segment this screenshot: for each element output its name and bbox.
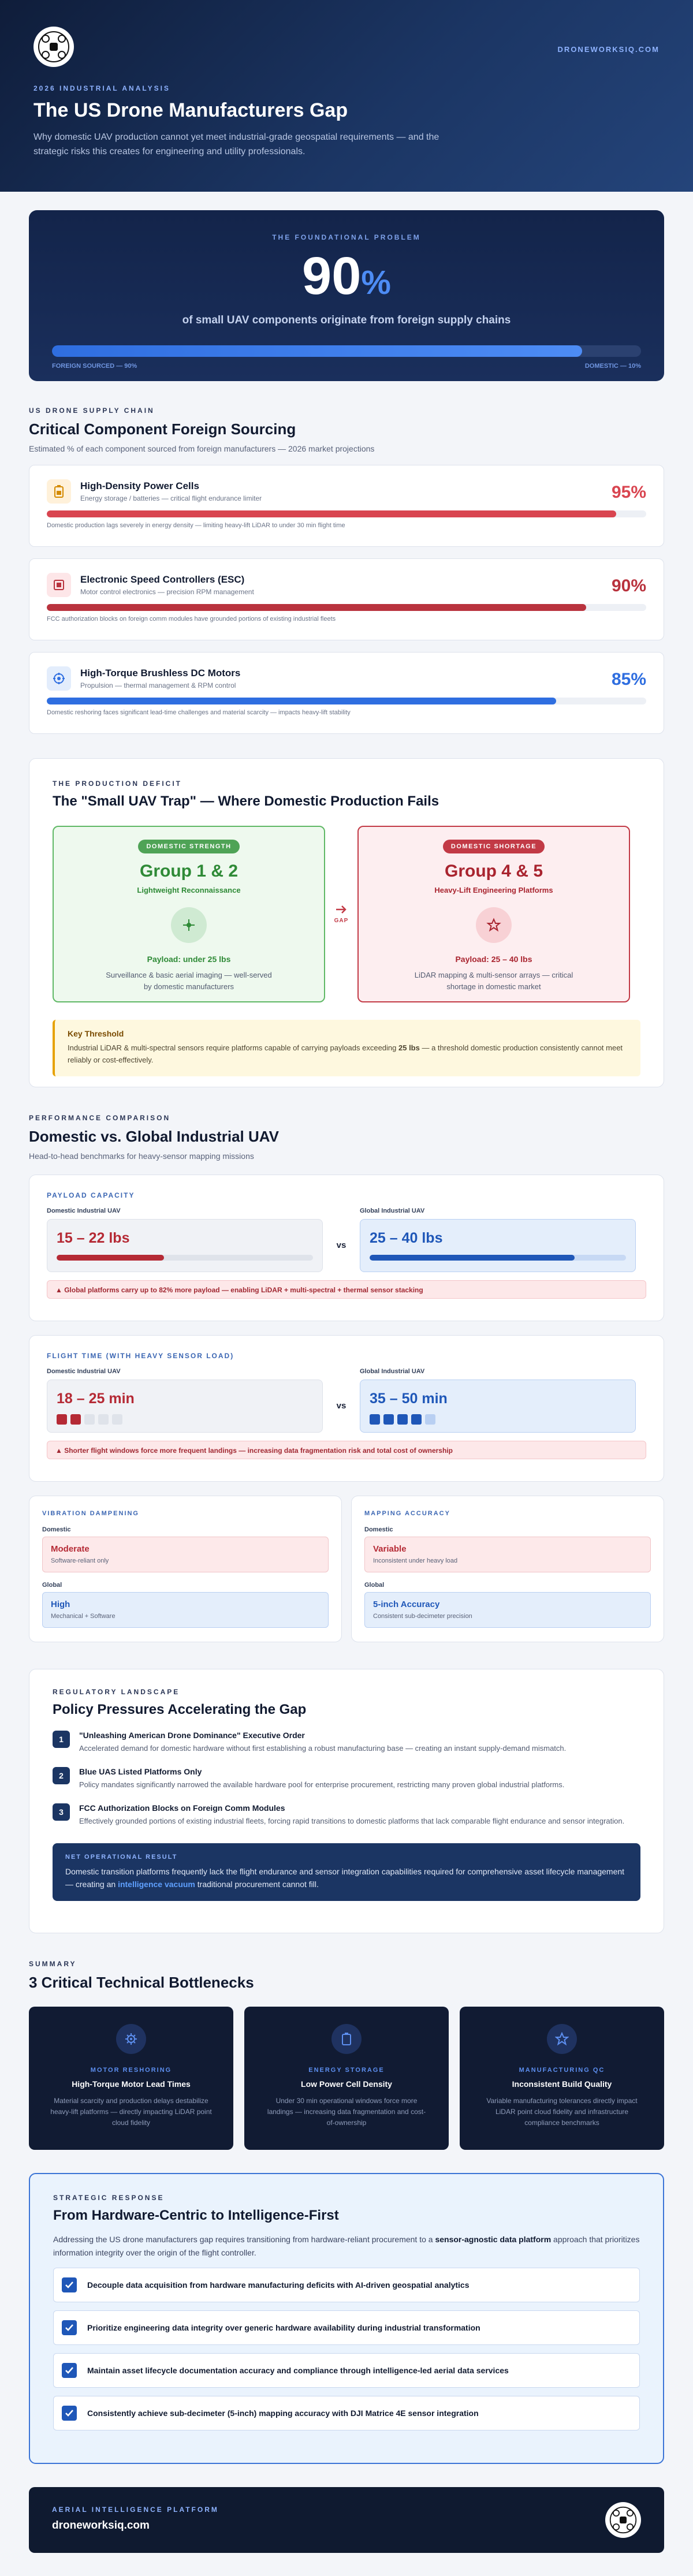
domestic-head: Domestic Industrial UAV bbox=[47, 1207, 121, 1214]
checklist-text: Consistently achieve sub-decimeter (5-inch) mapping accuracy with DJI Matrice 4E sensor integration bbox=[87, 2409, 479, 2418]
stat-legend bbox=[52, 363, 641, 370]
section-title: 3 Critical Technical Bottlenecks bbox=[29, 1974, 254, 1991]
section-title: From Hardware-Centric to Intelligence-First bbox=[53, 2208, 339, 2223]
global-accuracy-note: Consistent sub-decimeter precision bbox=[373, 1613, 472, 1620]
key-threshold-callout bbox=[53, 1020, 640, 1076]
domestic-payload-fill bbox=[57, 1255, 164, 1261]
global-flight-dots bbox=[370, 1414, 626, 1425]
stat-value: 90 bbox=[302, 247, 362, 305]
domestic-strength-card bbox=[53, 826, 325, 1002]
card-label: PAYLOAD CAPACITY bbox=[47, 1191, 135, 1199]
checkmark-icon bbox=[62, 2406, 77, 2421]
bottleneck-label: ENERGY STORAGE bbox=[308, 2067, 385, 2074]
vs-label: vs bbox=[336, 1401, 346, 1411]
component-desc: Propulsion — thermal management & RPM control bbox=[80, 681, 236, 689]
strategy-text-c: approach that prioritizes information integrity over the origin of the flight controller. bbox=[53, 2235, 640, 2257]
chip-icon bbox=[47, 573, 71, 597]
section-title: Policy Pressures Accelerating the Gap bbox=[53, 1702, 307, 1717]
footer-label: AERIAL INTELLIGENCE PLATFORM bbox=[52, 2506, 219, 2514]
foreign-share-fill bbox=[52, 345, 582, 357]
hero-eyebrow: 2026 INDUSTRIAL ANALYSIS bbox=[33, 84, 170, 92]
threshold-emphasis: 25 lbs bbox=[398, 1043, 420, 1052]
battery-icon bbox=[331, 2024, 362, 2054]
threshold-text bbox=[68, 1042, 628, 1066]
domestic-payload-bar bbox=[57, 1255, 313, 1261]
bottleneck-card bbox=[460, 2007, 664, 2150]
vs-label: vs bbox=[336, 1240, 346, 1250]
domestic-accuracy-value: Variable bbox=[373, 1544, 407, 1554]
flight-time-dot bbox=[370, 1414, 380, 1425]
policy-title: "Unleashing American Drone Dominance" Executive Order bbox=[79, 1731, 305, 1740]
hero-header bbox=[0, 0, 693, 192]
stat-eyebrow: THE FOUNDATIONAL PROBLEM bbox=[272, 233, 421, 241]
domestic-accuracy-note: Inconsistent under heavy load bbox=[373, 1557, 458, 1564]
global-vibration-box bbox=[42, 1592, 329, 1628]
component-name: High-Torque Brushless DC Motors bbox=[80, 668, 241, 679]
checklist-text: Decouple data acquisition from hardware manufacturing deficits with AI-driven geospatial analytics bbox=[87, 2280, 470, 2290]
global-vibration-value: High bbox=[51, 1600, 70, 1609]
net-text-a: Domestic transition platforms frequently lack the flight endurance and sensor integration capabilities required for comprehensive asset lifecycle management — creating an bbox=[65, 1867, 625, 1889]
component-card bbox=[29, 652, 664, 734]
domestic-key: Domestic bbox=[42, 1526, 71, 1533]
site-link[interactable]: DRONEWORKSIQ.COM bbox=[557, 45, 660, 54]
bottleneck-title: Inconsistent Build Quality bbox=[512, 2079, 612, 2089]
section-title: Domestic vs. Global Industrial UAV bbox=[29, 1128, 279, 1145]
policy-desc: Policy mandates significantly narrowed the available hardware pool for enterprise procurement, restricting many proven global industrial platforms. bbox=[79, 1780, 565, 1789]
bottleneck-card bbox=[29, 2007, 233, 2150]
global-key: Global bbox=[364, 1582, 385, 1589]
net-result-callout bbox=[53, 1843, 640, 1901]
flight-warning: ▲ Shorter flight windows force more frequent landings — increasing data fragmentation risk and total cost of ownership bbox=[47, 1441, 646, 1459]
policy-title: Blue UAS Listed Platforms Only bbox=[79, 1767, 202, 1776]
strategy-text-a: Addressing the US drone manufacturers gap requires transitioning from hardware-reliant procurement to a bbox=[53, 2235, 435, 2244]
component-percent: 90% bbox=[611, 576, 646, 595]
foreign-label: FOREIGN SOURCED — 90% bbox=[52, 363, 137, 370]
component-percent: 85% bbox=[611, 670, 646, 689]
shortage-pill: DOMESTIC SHORTAGE bbox=[443, 840, 545, 853]
drone-icon bbox=[171, 907, 207, 943]
brand-logo[interactable] bbox=[33, 27, 74, 67]
bottleneck-desc: Variable manufacturing tolerances directly impact LiDAR point cloud fidelity and infrastructure compliance benchmarks bbox=[486, 2097, 638, 2127]
motor-icon bbox=[47, 666, 71, 691]
flight-time-dot bbox=[397, 1414, 408, 1425]
global-flight-value: 35 – 50 min bbox=[370, 1390, 448, 1407]
foundational-stat-card bbox=[29, 210, 664, 381]
gear-icon bbox=[116, 2024, 146, 2054]
policy-item bbox=[53, 1731, 640, 1754]
page-subtitle: Why domestic UAV production cannot yet meet industrial-grade geospatial requirements — and the strategic risks this creates for engineering and utility professionals. bbox=[33, 132, 439, 156]
section-subtitle: Head-to-head benchmarks for heavy-sensor mapping missions bbox=[29, 1151, 254, 1161]
policy-number: 3 bbox=[53, 1803, 70, 1821]
group-desc: LiDAR mapping & multi-sensor arrays — critical shortage in domestic market bbox=[414, 971, 573, 991]
gap-label: GAP bbox=[334, 918, 349, 924]
bottleneck-card bbox=[244, 2007, 449, 2150]
global-head: Global Industrial UAV bbox=[360, 1207, 425, 1214]
bottleneck-desc: Under 30 min operational windows force more landings — increasing data fragmentation and cost-of-ownership bbox=[267, 2097, 426, 2127]
bottleneck-label: MANUFACTURING QC bbox=[519, 2067, 605, 2074]
strength-pill: DOMESTIC STRENGTH bbox=[138, 840, 239, 853]
gap-indicator bbox=[325, 904, 357, 924]
component-desc: Motor control electronics — precision RPM management bbox=[80, 588, 254, 596]
group-title: Group 1 & 2 bbox=[139, 862, 239, 881]
flight-time-dot bbox=[411, 1414, 422, 1425]
domestic-payload-value: 15 – 22 lbs bbox=[57, 1230, 130, 1246]
threshold-text-c: — a threshold domestic production consistently cannot meet reliably or cost-effectively. bbox=[68, 1043, 623, 1064]
bottleneck-title: High-Torque Motor Lead Times bbox=[72, 2079, 191, 2089]
strategic-response-panel bbox=[29, 2173, 664, 2464]
performance-section bbox=[29, 1114, 664, 1642]
component-card bbox=[29, 465, 664, 547]
component-bar bbox=[47, 698, 646, 704]
flight-time-dot bbox=[425, 1414, 435, 1425]
star-icon bbox=[547, 2024, 577, 2054]
global-flight-box bbox=[360, 1380, 636, 1433]
global-accuracy-box bbox=[364, 1592, 651, 1628]
component-desc: Energy storage / batteries — critical flight endurance limiter bbox=[80, 494, 262, 502]
domestic-head: Domestic Industrial UAV bbox=[47, 1368, 121, 1375]
card-label: MAPPING ACCURACY bbox=[364, 1510, 450, 1517]
threshold-text-a: Industrial LiDAR & multi-spectral sensors require platforms capable of carrying payloads exceeding bbox=[68, 1043, 398, 1052]
checkmark-icon bbox=[62, 2277, 77, 2292]
group-desc: Surveillance & basic aerial imaging — well-served by domestic manufacturers bbox=[106, 971, 272, 991]
policy-desc: Accelerated demand for domestic hardware without first establishing a robust manufacturing base — creating an instant supply-demand mismatch. bbox=[79, 1744, 567, 1753]
policy-title: FCC Authorization Blocks on Foreign Comm Modules bbox=[79, 1803, 285, 1813]
flight-time-dot bbox=[383, 1414, 394, 1425]
section-eyebrow: REGULATORY LANDSCAPE bbox=[53, 1688, 180, 1696]
component-bar-fill bbox=[47, 604, 586, 611]
component-bar-fill bbox=[47, 698, 556, 704]
section-eyebrow: THE PRODUCTION DEFICIT bbox=[53, 780, 182, 788]
section-eyebrow: SUMMARY bbox=[29, 1960, 77, 1968]
net-text bbox=[65, 1865, 628, 1891]
flight-time-comparison-card bbox=[29, 1335, 664, 1482]
card-label: FLIGHT TIME (WITH HEAVY SENSOR LOAD) bbox=[47, 1352, 234, 1360]
component-card bbox=[29, 558, 664, 640]
domestic-vibration-box bbox=[42, 1537, 329, 1572]
section-title: The "Small UAV Trap" — Where Domestic Production Fails bbox=[53, 793, 439, 809]
checklist-item bbox=[53, 2310, 640, 2345]
domestic-key: Domestic bbox=[364, 1526, 393, 1533]
checklist-item bbox=[53, 2353, 640, 2388]
domestic-payload-box bbox=[47, 1219, 323, 1272]
component-name: High-Density Power Cells bbox=[80, 480, 199, 491]
accuracy-card bbox=[351, 1496, 664, 1642]
group-payload: Payload: under 25 lbs bbox=[147, 955, 231, 964]
global-payload-value: 25 – 40 lbs bbox=[370, 1230, 443, 1246]
bottleneck-label: MOTOR RESHORING bbox=[90, 2067, 172, 2074]
component-note: Domestic reshoring faces significant lead-time challenges and material scarcity — impacts heavy-lift stability bbox=[47, 709, 351, 716]
footer-logo[interactable] bbox=[605, 2502, 641, 2538]
domestic-flight-dots bbox=[57, 1414, 313, 1425]
component-bar-fill bbox=[47, 510, 616, 517]
global-head: Global Industrial UAV bbox=[360, 1368, 425, 1375]
component-bar bbox=[47, 510, 646, 517]
global-payload-bar bbox=[370, 1255, 626, 1261]
section-title: Critical Component Foreign Sourcing bbox=[29, 420, 296, 438]
foreign-share-bar bbox=[52, 345, 641, 357]
production-deficit-panel bbox=[29, 758, 664, 1087]
domestic-flight-box bbox=[47, 1380, 323, 1433]
group-payload: Payload: 25 – 40 lbs bbox=[455, 955, 532, 964]
strategy-text bbox=[53, 2233, 640, 2260]
component-percent: 95% bbox=[611, 483, 646, 502]
domestic-vibration-value: Moderate bbox=[51, 1544, 90, 1554]
policy-desc: Effectively grounded portions of existing industrial fleets, forcing rapid transitions to domestic platforms that lack comparable flight endurance and sensor integration. bbox=[79, 1817, 625, 1825]
payload-warning: ▲ Global platforms carry up to 82% more payload — enabling LiDAR + multi-spectral + thermal sensor stacking bbox=[47, 1280, 646, 1299]
flight-time-dot bbox=[98, 1414, 109, 1425]
policy-item bbox=[53, 1767, 640, 1791]
vibration-card bbox=[29, 1496, 342, 1642]
component-name: Electronic Speed Controllers (ESC) bbox=[80, 574, 245, 585]
checkmark-icon bbox=[62, 2320, 77, 2335]
component-bar bbox=[47, 604, 646, 611]
global-vibration-note: Mechanical + Software bbox=[51, 1613, 116, 1620]
global-payload-box bbox=[360, 1219, 636, 1272]
page-title: The US Drone Manufacturers Gap bbox=[33, 99, 348, 121]
strategy-emphasis: sensor-agnostic data platform bbox=[435, 2235, 552, 2244]
battery-icon bbox=[47, 479, 71, 504]
checkmark-icon bbox=[62, 2363, 77, 2378]
star-icon bbox=[476, 907, 512, 943]
payload-comparison-card bbox=[29, 1175, 664, 1321]
checklist-item bbox=[53, 2268, 640, 2302]
bottleneck-title: Low Power Cell Density bbox=[301, 2079, 392, 2089]
flight-time-dot bbox=[112, 1414, 122, 1425]
arrow-right-icon bbox=[335, 904, 348, 915]
supply-chain-section bbox=[29, 407, 664, 734]
domestic-shortage-card bbox=[357, 826, 630, 1002]
net-text-b: traditional procurement cannot fill. bbox=[195, 1880, 319, 1889]
domestic-vibration-note: Software-reliant only bbox=[51, 1557, 109, 1564]
policy-number: 2 bbox=[53, 1767, 70, 1784]
global-accuracy-value: 5-inch Accuracy bbox=[373, 1600, 440, 1609]
domestic-flight-value: 18 – 25 min bbox=[57, 1390, 135, 1407]
policy-item bbox=[53, 1803, 640, 1827]
global-payload-fill bbox=[370, 1255, 575, 1261]
bottleneck-desc: Material scarcity and production delays destabilize heavy-lift platforms — directly impacting LiDAR point cloud fidelity bbox=[50, 2097, 212, 2127]
group-title: Group 4 & 5 bbox=[444, 862, 543, 881]
stat-caption: of small UAV components originate from foreign supply chains bbox=[182, 314, 511, 326]
global-key: Global bbox=[42, 1582, 62, 1589]
checklist-text: Prioritize engineering data integrity over generic hardware availability during industrial transformation bbox=[87, 2323, 480, 2332]
domestic-label: DOMESTIC — 10% bbox=[584, 363, 641, 370]
net-highlight: intelligence vacuum bbox=[118, 1880, 195, 1889]
stat-number bbox=[52, 247, 641, 312]
net-label: NET OPERATIONAL RESULT bbox=[65, 1854, 178, 1861]
group-subtitle: Heavy-Lift Engineering Platforms bbox=[434, 886, 553, 894]
drone-logo-icon bbox=[38, 31, 70, 63]
bottlenecks-section bbox=[29, 1960, 664, 2150]
section-eyebrow: US DRONE SUPPLY CHAIN bbox=[29, 407, 155, 415]
flight-time-dot bbox=[84, 1414, 95, 1425]
card-label: VIBRATION DAMPENING bbox=[42, 1510, 139, 1517]
group-subtitle: Lightweight Reconnaissance bbox=[137, 886, 241, 894]
component-note: FCC authorization blocks on foreign comm modules have grounded portions of existing industrial fleets bbox=[47, 616, 336, 622]
footer-site-link[interactable]: droneworksiq.com bbox=[52, 2519, 150, 2532]
footer bbox=[29, 2487, 664, 2553]
policy-number: 1 bbox=[53, 1731, 70, 1748]
policy-panel bbox=[29, 1669, 664, 1933]
component-note: Domestic production lags severely in energy density — limiting heavy-lift LiDAR to under 30 min flight time bbox=[47, 522, 345, 529]
section-subtitle: Estimated % of each component sourced from foreign manufacturers — 2026 market projections bbox=[29, 444, 375, 453]
flight-time-dot bbox=[70, 1414, 81, 1425]
flight-time-dot bbox=[57, 1414, 67, 1425]
drone-logo-icon bbox=[609, 2506, 637, 2534]
threshold-title: Key Threshold bbox=[68, 1029, 124, 1038]
checklist-item bbox=[53, 2396, 640, 2430]
section-eyebrow: PERFORMANCE COMPARISON bbox=[29, 1114, 171, 1122]
section-eyebrow: STRATEGIC RESPONSE bbox=[53, 2194, 165, 2202]
checklist-text: Maintain asset lifecycle documentation accuracy and compliance through intelligence-led aerial data services bbox=[87, 2366, 509, 2375]
stat-unit: % bbox=[361, 264, 391, 301]
domestic-accuracy-box bbox=[364, 1537, 651, 1572]
